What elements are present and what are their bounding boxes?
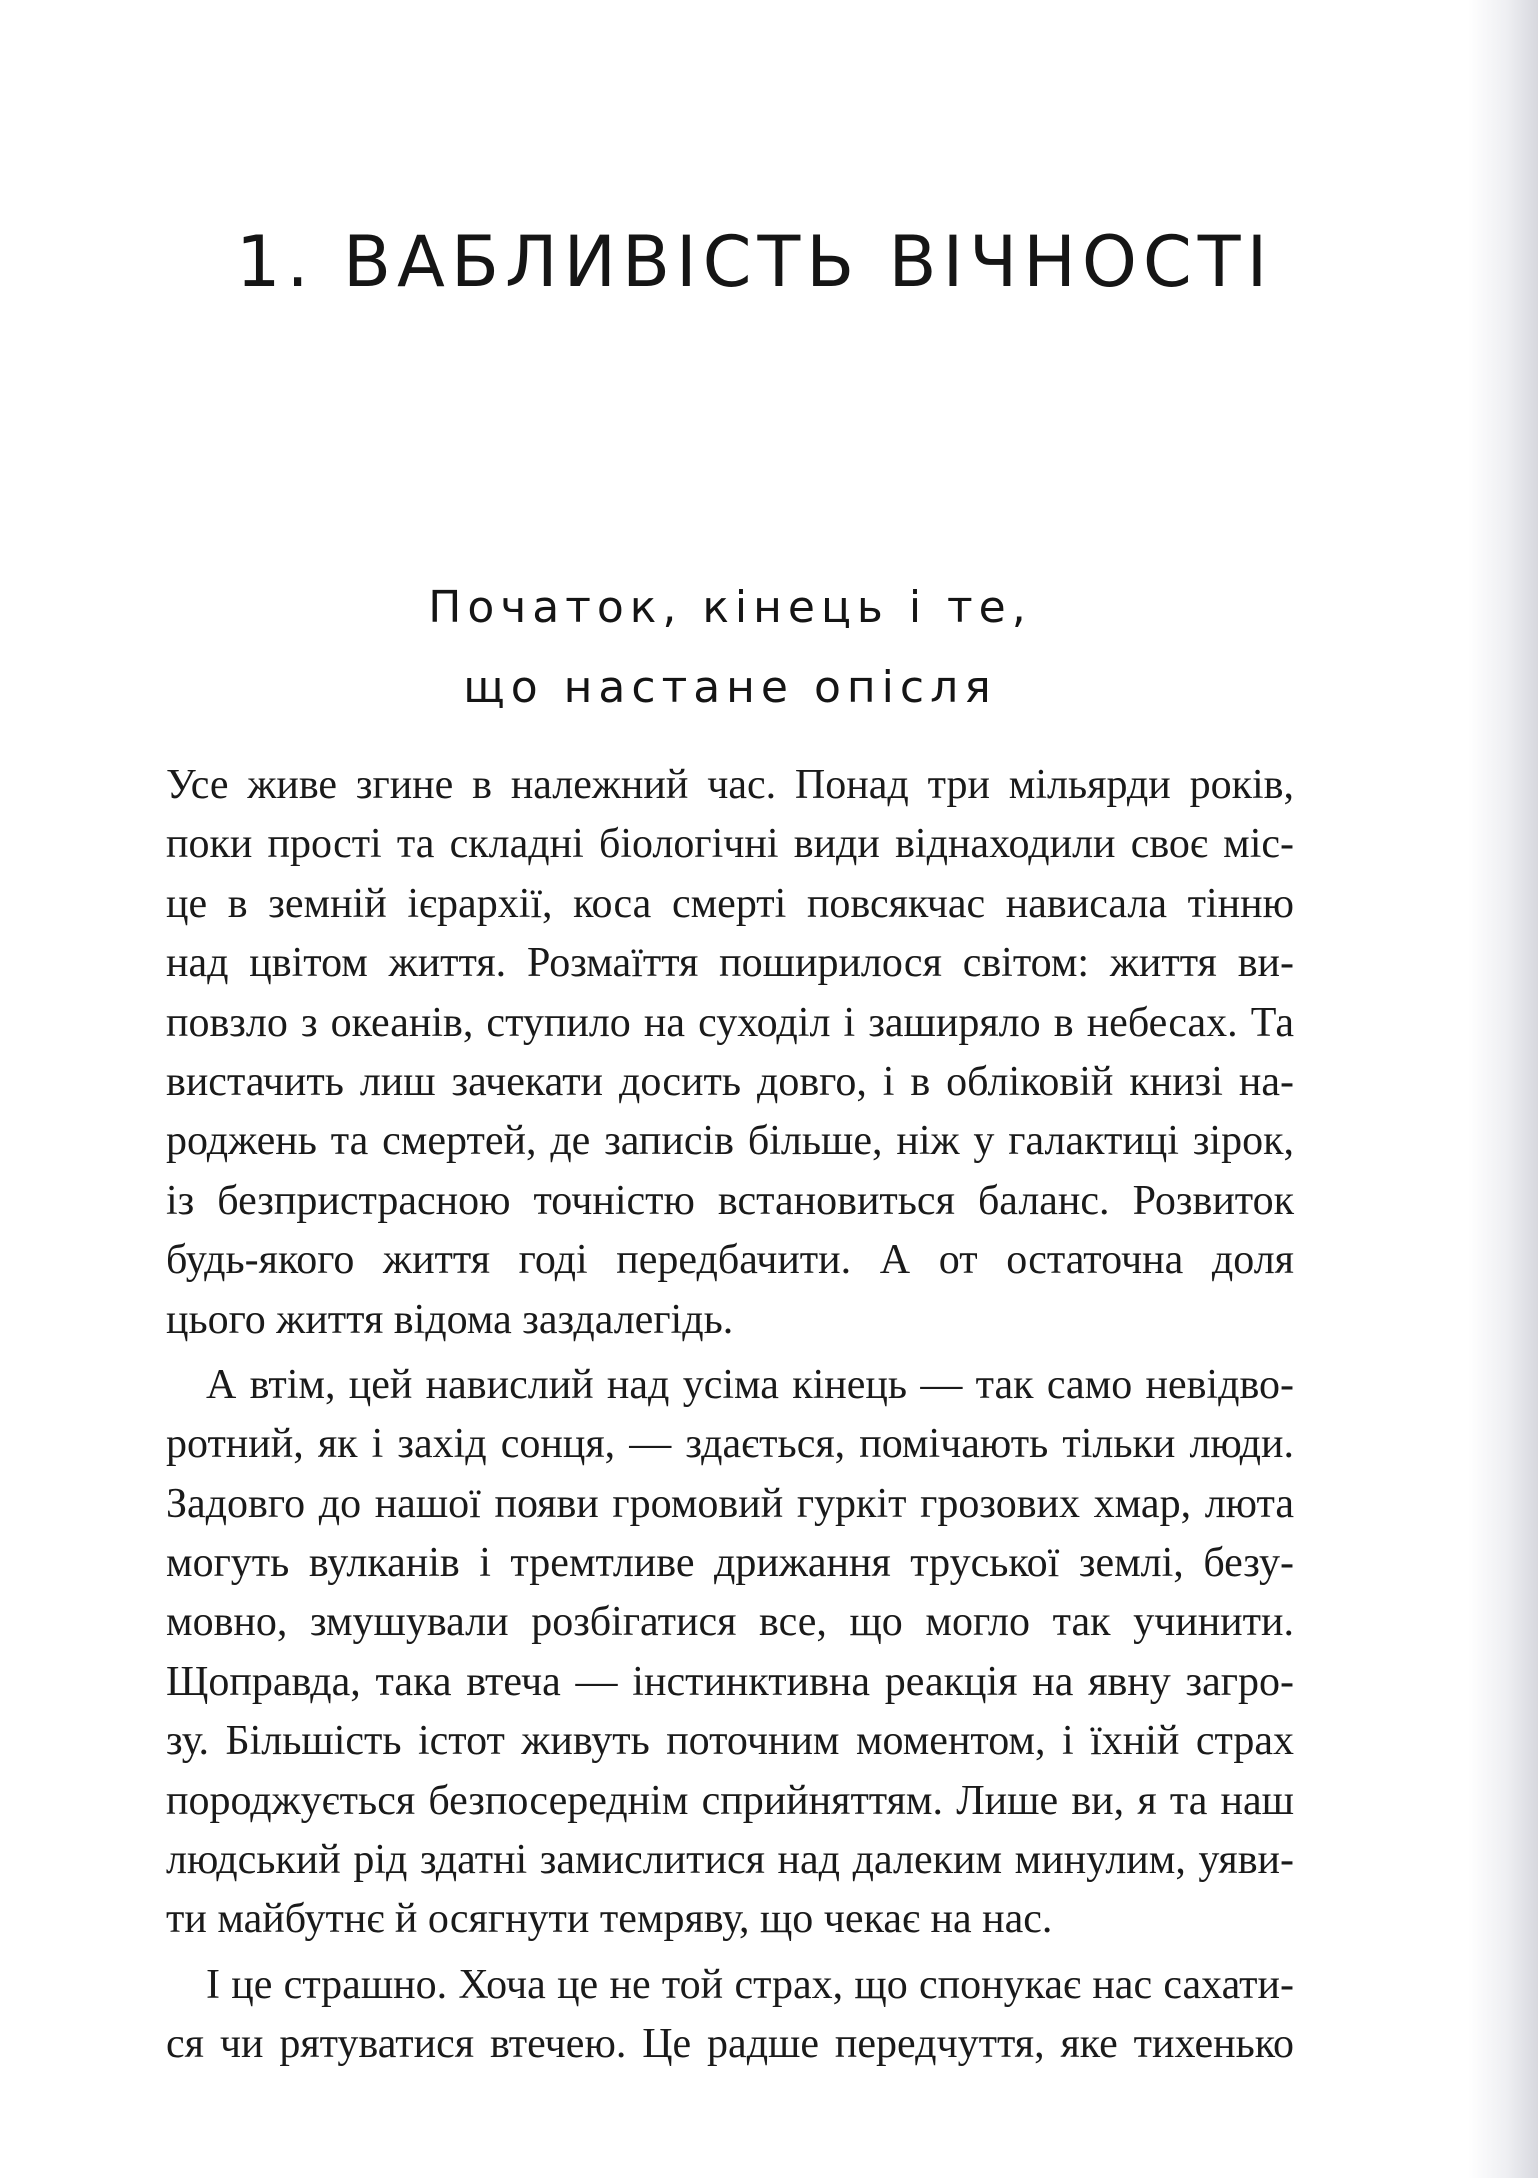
text-line: могуть вулканів і тремтливе дрижання труської землі, безу- [166,1540,1294,1587]
text-line: зу. Більшість істот живуть поточним моментом, і їхній страх [166,1718,1294,1765]
text-line: ти майбутнє й осягнути темряву, що чекає на нас. [166,1896,1053,1943]
text-line: цього життя відома заздалегідь. [166,1296,734,1343]
text-line: із безпристрасною точністю встановиться баланс. Розвиток [166,1177,1294,1224]
text-line: І це страшно. Хоча це не той страх, що спонукає нас сахати- [206,1961,1294,2008]
paragraph-2 [166,1356,1294,1950]
text-line: ротний, як і захід сонця, — здається, помічають тільки люди. [166,1421,1294,1468]
text-line: мовно, змушували розбігатися все, що могло так учинити. [166,1599,1294,1646]
text-line: А втім, цей навислий над усіма кінець — так само невідво- [206,1361,1294,1408]
text-line: Щоправда, така втеча — інстинктивна реакція на явну загро- [166,1658,1294,1705]
chapter-title: 1. ВАБЛИВІСТЬ ВІЧНОСТІ [236,221,1274,303]
text-line: будь-якого життя годі передбачити. А от остаточна доля [166,1237,1294,1284]
page-edge-shadow [1468,0,1538,2178]
text-line: людський рід здатні замислитися над далеким минулим, уяви- [166,1837,1294,1884]
text-line: ся чи рятуватися втечею. Це радше передчуття, яке тихенько [166,2021,1294,2068]
text-line: поки прості та складні біологічні види віднаходили своє міс- [166,821,1294,868]
body-text [166,756,1294,2075]
text-line: Задовго до нашої появи громовий гуркіт грозових хмар, люта [166,1480,1294,1527]
section-title [166,568,1294,728]
text-line: над цвітом життя. Розмаїття поширилося світом: життя ви- [166,940,1294,987]
section-title-line-1: Початок, кінець і те, [428,582,1032,633]
paragraph-1 [166,756,1294,1350]
text-line: роджень та смертей, де записів більше, ніж у галактиці зірок, [166,1118,1294,1165]
text-line: породжується безпосереднім сприйняттям. Лише ви, я та наш [166,1777,1294,1824]
text-line: це в земній ієрархії, коса смерті повсякчас нависала тінню [166,880,1294,927]
paragraph-3 [166,1956,1294,2075]
text-line: повзло з океанів, ступило на суходіл і заширяло в небесах. Та [166,999,1294,1046]
text-line: вистачить лиш зачекати досить довго, і в обліковій книзі на- [166,1058,1294,1105]
text-line: Усе живе згине в належний час. Понад три мільярди років, [166,762,1294,808]
section-title-line-2: що настане опісля [463,662,997,713]
